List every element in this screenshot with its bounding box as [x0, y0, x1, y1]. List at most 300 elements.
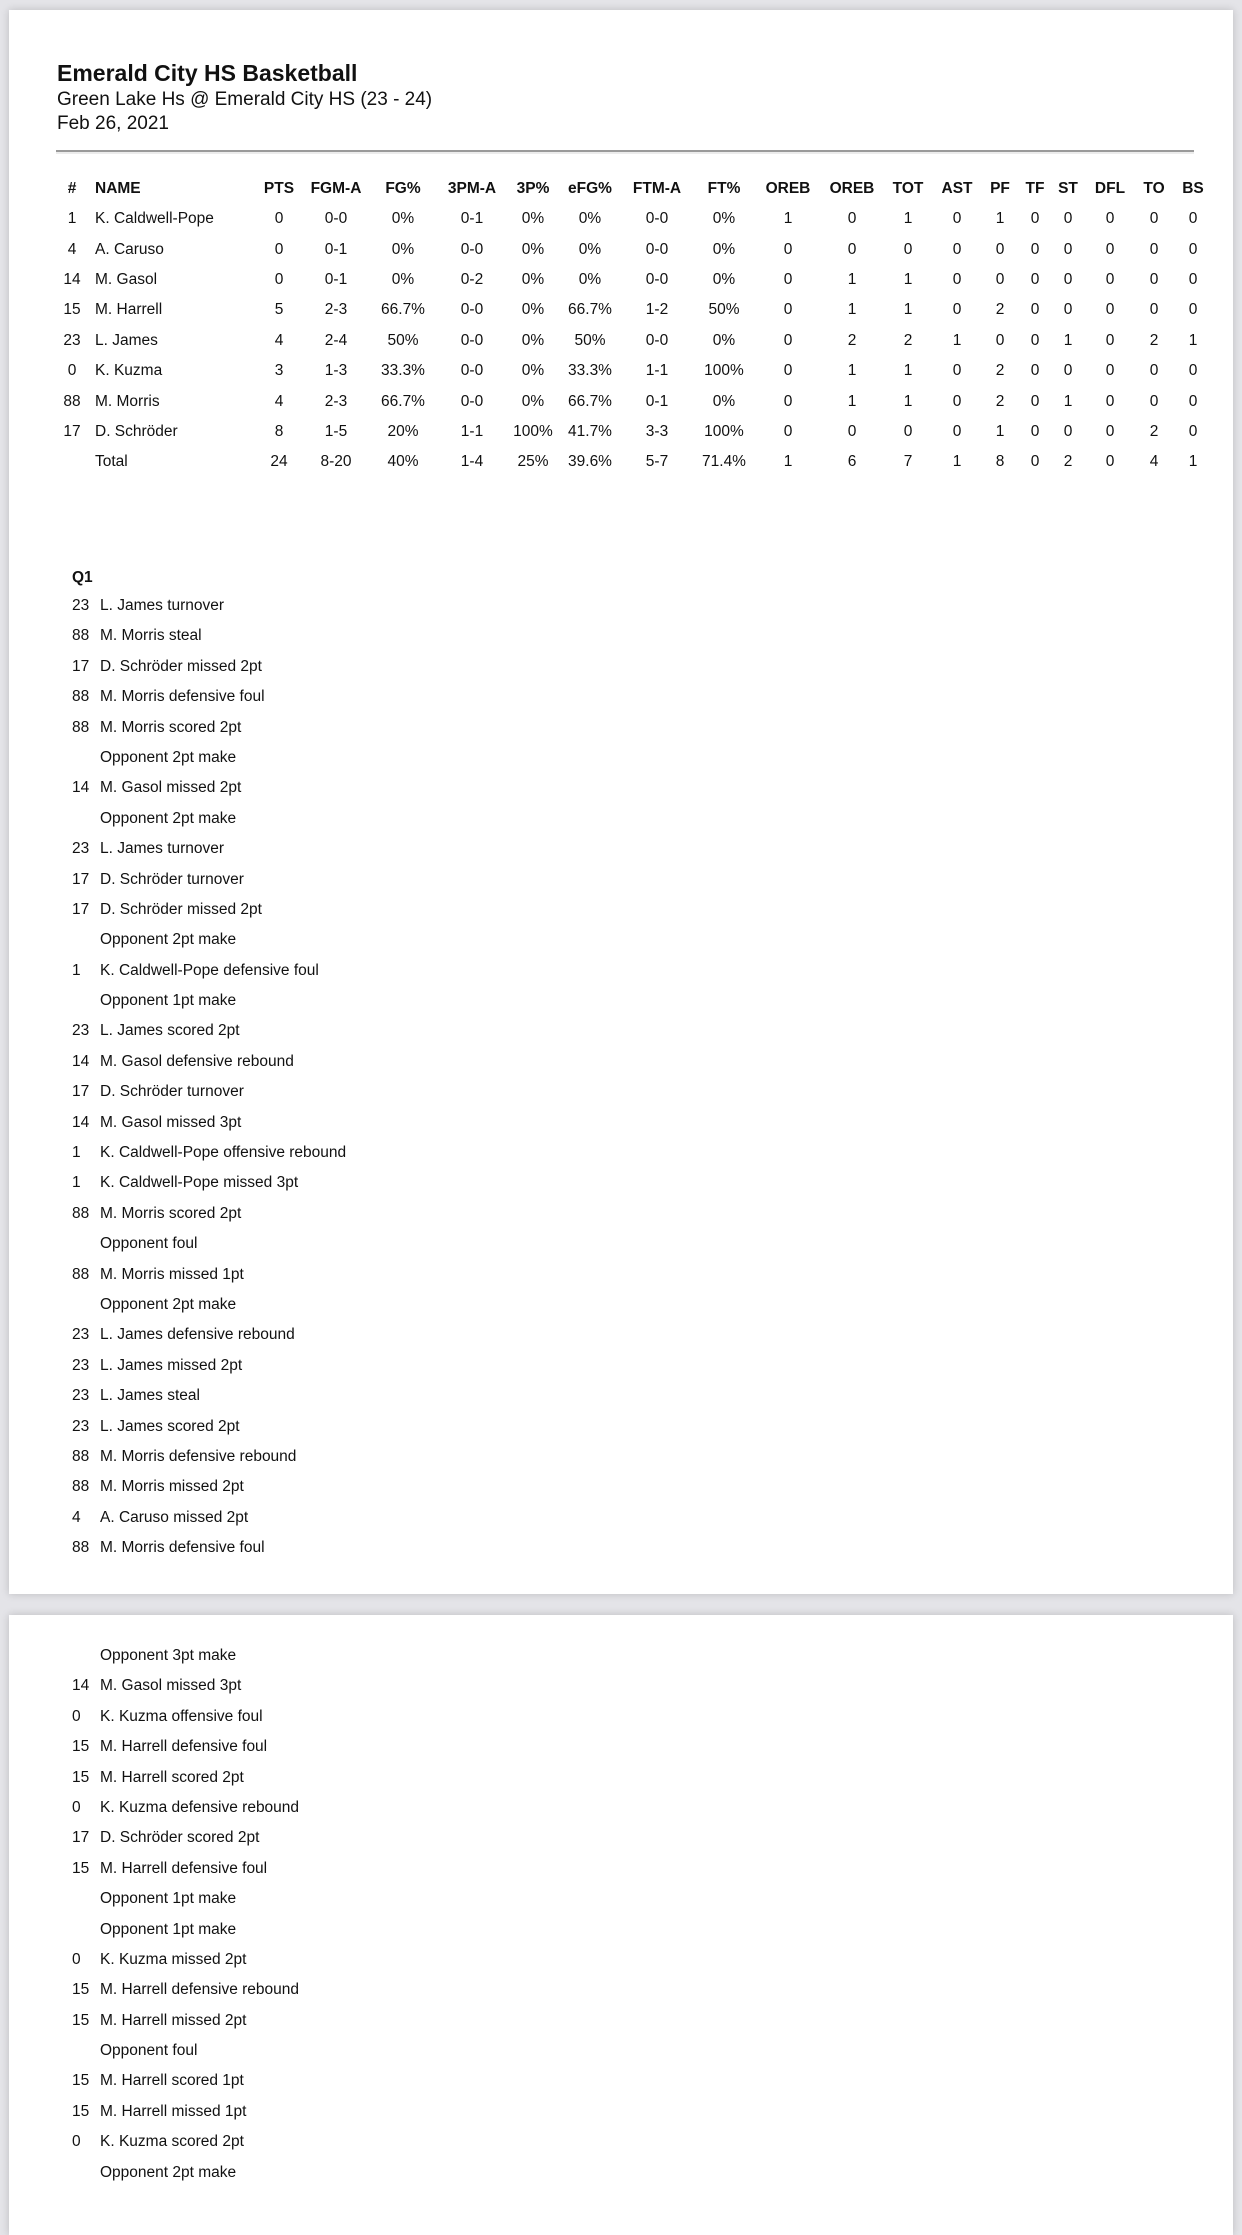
stat-cell: 41.7%	[568, 422, 612, 440]
play-event	[61, 1793, 299, 1823]
stat-cell: 1	[903, 210, 913, 228]
event-description: M. Gasol missed 2pt	[100, 779, 242, 797]
event-jersey-number	[61, 2158, 100, 2188]
play-event	[61, 1351, 346, 1381]
document-page-2	[9, 1615, 1233, 2235]
event-jersey-number: 88	[72, 688, 90, 706]
event-jersey-number: 17	[72, 1829, 90, 1847]
stat-cell: 39.6%	[568, 453, 612, 471]
column-header: FTM-A	[632, 180, 682, 197]
stat-cell: 5	[274, 301, 284, 319]
stat-cell: 8-20	[320, 453, 352, 471]
player-row	[59, 204, 1213, 234]
stat-cell: 0	[1105, 210, 1115, 228]
stat-cell: 0	[1030, 422, 1040, 440]
stat-cell: 0%	[712, 392, 736, 410]
stat-cell: 4	[274, 331, 284, 349]
stat-cell: 0	[1063, 301, 1073, 319]
stat-cell: 0	[952, 240, 962, 258]
stat-cell: 3	[274, 362, 284, 380]
stat-cell: 2	[995, 362, 1005, 380]
stat-cell: 1	[952, 453, 962, 471]
event-jersey-number: 88	[72, 627, 90, 645]
stat-cell: 0%	[391, 210, 415, 228]
stat-cell: 0	[995, 240, 1005, 258]
player-row	[59, 356, 1213, 386]
event-jersey-number: 15	[72, 1738, 90, 1756]
stat-cell: 0-0	[460, 362, 484, 380]
stat-cell: 0-0	[460, 301, 484, 319]
column-header: 3P%	[516, 180, 550, 197]
column-header: OREB	[765, 180, 811, 197]
event-description: M. Morris steal	[100, 627, 202, 645]
event-description: D. Schröder scored 2pt	[100, 1829, 260, 1847]
stat-cell: 7	[903, 453, 913, 471]
event-description: M. Harrell defensive rebound	[100, 1981, 300, 1999]
jersey-number: 1	[67, 210, 77, 228]
stat-cell: 0-1	[324, 270, 348, 288]
event-jersey-number	[61, 925, 100, 955]
stat-cell: 0%	[521, 270, 545, 288]
document-page-1	[9, 10, 1233, 1594]
stat-cell: 1	[1063, 331, 1073, 349]
stat-cell: 0	[783, 240, 793, 258]
event-description: M. Harrell missed 1pt	[100, 2102, 247, 2120]
stat-cell: 0	[1030, 392, 1040, 410]
stat-cell: 0	[1188, 240, 1198, 258]
stat-cell: 0	[1063, 422, 1073, 440]
stat-cell: 20%	[387, 422, 419, 440]
event-jersey-number: 17	[72, 1083, 90, 1101]
play-event	[61, 1442, 346, 1472]
play-event	[61, 1138, 346, 1168]
column-header: TF	[1025, 180, 1045, 197]
play-event	[61, 1229, 346, 1259]
event-description: D. Schröder turnover	[100, 1083, 244, 1101]
play-event	[61, 1290, 346, 1320]
stat-cell: 0	[1149, 270, 1159, 288]
stat-cell: 0	[783, 392, 793, 410]
play-event	[61, 621, 346, 651]
event-jersey-number	[61, 2036, 100, 2066]
event-jersey-number: 88	[72, 1447, 90, 1465]
event-jersey-number: 88	[72, 718, 90, 736]
stat-cell: 1-1	[460, 422, 484, 440]
stat-cell: 0-0	[324, 210, 348, 228]
event-jersey-number: 88	[72, 1478, 90, 1496]
stat-cell: 0	[1030, 331, 1040, 349]
event-description: M. Harrell scored 2pt	[100, 1768, 244, 1786]
stat-cell: 50%	[387, 331, 419, 349]
stat-cell: 100%	[704, 362, 744, 380]
event-jersey-number: 17	[72, 870, 90, 888]
play-event	[61, 1016, 346, 1046]
stat-cell: 0	[1188, 301, 1198, 319]
event-jersey-number: 15	[72, 1768, 90, 1786]
stat-cell: 1	[903, 362, 913, 380]
event-description: M. Harrell missed 2pt	[100, 2011, 247, 2029]
stat-cell: 66.7%	[381, 301, 425, 319]
stat-cell: 0	[1063, 270, 1073, 288]
player-row	[59, 265, 1213, 295]
stat-cell: 40%	[387, 453, 419, 471]
player-name: M. Gasol	[95, 270, 158, 288]
stat-cell: 0	[783, 331, 793, 349]
stat-cell: 0	[1149, 392, 1159, 410]
play-event	[61, 1823, 299, 1853]
stat-cell: 50%	[708, 301, 740, 319]
player-row	[59, 386, 1213, 416]
play-event	[61, 1915, 299, 1945]
event-jersey-number	[61, 1290, 100, 1320]
game-matchup: Green Lake Hs @ Emerald City HS (23 - 24)	[57, 89, 433, 110]
play-event	[61, 1320, 346, 1350]
play-event	[61, 2036, 299, 2066]
event-jersey-number: 23	[72, 1326, 90, 1344]
stat-cell: 0%	[521, 362, 545, 380]
stat-cell: 1	[903, 270, 913, 288]
column-header: #	[67, 180, 77, 197]
player-name: K. Caldwell-Pope	[95, 210, 214, 228]
play-event	[61, 1077, 346, 1107]
stat-cell: 0	[952, 392, 962, 410]
stat-cell: 0-0	[645, 210, 669, 228]
stat-cell: 0	[274, 210, 284, 228]
stat-cell: 8	[995, 453, 1005, 471]
stat-cell: 5-7	[645, 453, 669, 471]
stat-cell: 0%	[521, 240, 545, 258]
stat-cell: 0	[1030, 270, 1040, 288]
event-jersey-number: 14	[72, 1113, 90, 1131]
play-event	[61, 834, 346, 864]
event-description: Opponent 1pt make	[100, 1890, 237, 1908]
stat-cell: 1	[1063, 392, 1073, 410]
stat-cell: 0	[995, 270, 1005, 288]
stat-cell: 2	[995, 301, 1005, 319]
stat-cell: 0-1	[460, 210, 484, 228]
stat-cell: 0-0	[460, 240, 484, 258]
stat-cell: 1	[847, 301, 857, 319]
jersey-number: 14	[63, 270, 81, 288]
stat-cell: 1	[783, 210, 793, 228]
play-event	[61, 956, 346, 986]
play-event	[61, 1945, 299, 1975]
stat-cell: 1-4	[460, 453, 484, 471]
stat-cell: 1	[847, 362, 857, 380]
event-jersey-number: 23	[72, 1022, 90, 1040]
event-jersey-number: 17	[72, 900, 90, 918]
stat-cell: 0	[274, 270, 284, 288]
column-header: FT%	[707, 180, 741, 197]
jersey-number: 15	[63, 301, 81, 319]
event-description: M. Gasol missed 3pt	[100, 1113, 242, 1131]
play-event	[61, 804, 346, 834]
event-jersey-number: 23	[72, 1387, 90, 1405]
stat-cell: 1	[952, 331, 962, 349]
play-event	[61, 1412, 346, 1442]
event-jersey-number: 15	[72, 1981, 90, 1999]
stat-cell: 1	[995, 422, 1005, 440]
stat-cell: 1-3	[324, 362, 348, 380]
header-divider	[56, 150, 1194, 154]
play-event	[61, 1671, 299, 1701]
stat-cell: 0	[1149, 362, 1159, 380]
stat-cell: 6	[847, 453, 857, 471]
stat-cell: 1	[1188, 331, 1198, 349]
stat-cell: 1	[783, 453, 793, 471]
stat-cell: 0	[903, 422, 913, 440]
totals-row	[59, 447, 1213, 477]
event-jersey-number: 0	[72, 2133, 81, 2151]
stat-cell: 0	[952, 210, 962, 228]
stat-cell: 2	[1063, 453, 1073, 471]
play-event	[61, 895, 346, 925]
stat-cell: 0	[1063, 210, 1073, 228]
column-header: AST	[941, 180, 973, 197]
player-name: A. Caruso	[95, 240, 164, 258]
column-header: FG%	[385, 180, 421, 197]
stat-cell: 0-1	[324, 240, 348, 258]
event-description: K. Caldwell-Pope defensive foul	[100, 961, 319, 979]
play-event	[61, 1854, 299, 1884]
stat-cell: 0	[1063, 240, 1073, 258]
column-header: DFL	[1094, 180, 1126, 197]
player-name: Total	[95, 453, 128, 471]
event-description: D. Schröder turnover	[100, 870, 244, 888]
stat-cell: 0-0	[460, 331, 484, 349]
stat-cell: 0	[847, 210, 857, 228]
play-event	[61, 1732, 299, 1762]
event-jersey-number: 1	[72, 1174, 81, 1192]
event-description: Opponent 2pt make	[100, 931, 237, 949]
stat-cell: 0	[1105, 422, 1115, 440]
play-event	[61, 1047, 346, 1077]
stat-cell: 2	[1149, 422, 1159, 440]
stat-cell: 0%	[521, 210, 545, 228]
stat-cell: 0	[1105, 240, 1115, 258]
player-name: M. Harrell	[95, 301, 163, 319]
event-description: L. James scored 2pt	[100, 1417, 240, 1435]
event-description: M. Harrell defensive foul	[100, 1738, 268, 1756]
stat-cell: 33.3%	[381, 362, 425, 380]
event-jersey-number: 23	[72, 840, 90, 858]
stat-cell: 24	[270, 453, 288, 471]
event-description: Opponent 2pt make	[100, 1295, 237, 1313]
event-jersey-number: 14	[72, 1677, 90, 1695]
event-description: K. Caldwell-Pope missed 3pt	[100, 1174, 299, 1192]
stat-cell: 1	[995, 210, 1005, 228]
event-jersey-number	[61, 804, 100, 834]
stat-cell: 0	[1030, 210, 1040, 228]
player-row	[59, 295, 1213, 325]
stat-cell: 0	[1030, 453, 1040, 471]
stat-cell: 1	[1188, 453, 1198, 471]
event-description: K. Kuzma missed 2pt	[100, 1950, 247, 1968]
box-score-header-row	[59, 174, 1213, 204]
event-jersey-number: 23	[72, 1356, 90, 1374]
stat-cell: 0	[783, 270, 793, 288]
event-jersey-number	[61, 1229, 100, 1259]
event-jersey-number	[61, 986, 100, 1016]
stat-cell: 1	[847, 270, 857, 288]
play-by-play-list-continued	[61, 1641, 299, 2188]
event-jersey-number: 4	[72, 1508, 81, 1526]
play-event	[61, 2158, 299, 2188]
jersey-number	[59, 447, 85, 477]
column-header: NAME	[95, 180, 141, 197]
stat-cell: 0	[783, 362, 793, 380]
play-event	[61, 1884, 299, 1914]
stat-cell: 0%	[712, 210, 736, 228]
event-description: D. Schröder missed 2pt	[100, 657, 262, 675]
event-jersey-number: 23	[72, 597, 90, 614]
play-event	[61, 682, 346, 712]
stat-cell: 1	[847, 392, 857, 410]
play-event	[61, 773, 346, 803]
stat-cell: 0	[1105, 301, 1115, 319]
stat-cell: 0	[783, 422, 793, 440]
player-name: K. Kuzma	[95, 362, 163, 380]
stat-cell: 0	[1149, 210, 1159, 228]
play-event	[61, 1503, 346, 1533]
event-jersey-number	[61, 1884, 100, 1914]
stat-cell: 0	[952, 301, 962, 319]
stat-cell: 0	[1149, 240, 1159, 258]
column-header: eFG%	[568, 180, 612, 197]
stat-cell: 0	[1188, 362, 1198, 380]
play-event	[61, 1168, 346, 1198]
play-event	[61, 1641, 299, 1671]
event-description: L. James turnover	[100, 597, 225, 614]
stat-cell: 0	[1188, 422, 1198, 440]
stat-cell: 0	[847, 240, 857, 258]
stat-cell: 0%	[712, 240, 736, 258]
stat-cell: 0-0	[645, 240, 669, 258]
event-description: A. Caruso missed 2pt	[100, 1508, 249, 1526]
event-jersey-number: 88	[72, 1265, 90, 1283]
event-description: Opponent foul	[100, 2042, 198, 2060]
play-event	[61, 652, 346, 682]
stat-cell: 3-3	[645, 422, 669, 440]
stat-cell: 2	[995, 392, 1005, 410]
event-jersey-number	[61, 743, 100, 773]
stat-cell: 0-0	[645, 331, 669, 349]
stat-cell: 0	[1188, 392, 1198, 410]
player-name: L. James	[95, 331, 158, 349]
stat-cell: 0-0	[645, 270, 669, 288]
event-description: M. Morris missed 2pt	[100, 1478, 244, 1496]
report-title: Emerald City HS Basketball	[57, 60, 358, 86]
event-description: L. James turnover	[100, 840, 225, 858]
play-event	[61, 1702, 299, 1732]
stat-cell: 1	[903, 392, 913, 410]
event-description: Opponent 2pt make	[100, 748, 237, 766]
stat-cell: 0%	[712, 270, 736, 288]
stat-cell: 1-1	[645, 362, 669, 380]
event-description: K. Caldwell-Pope offensive rebound	[100, 1144, 347, 1162]
column-header: TOT	[892, 180, 924, 197]
stat-cell: 0-0	[460, 392, 484, 410]
play-event	[61, 743, 346, 773]
event-description: Opponent 1pt make	[100, 992, 237, 1010]
player-row	[59, 326, 1213, 356]
stat-cell: 100%	[513, 422, 553, 440]
event-description: K. Kuzma defensive rebound	[100, 1798, 300, 1816]
event-description: L. James defensive rebound	[100, 1326, 295, 1344]
play-by-play-list	[61, 564, 346, 1564]
event-jersey-number: 0	[72, 1798, 81, 1816]
stat-cell: 0	[952, 422, 962, 440]
play-event	[61, 2097, 299, 2127]
event-description: M. Morris missed 1pt	[100, 1265, 244, 1283]
play-event	[61, 1533, 346, 1563]
jersey-number: 4	[67, 240, 77, 258]
stat-cell: 66.7%	[568, 392, 612, 410]
event-jersey-number: 23	[72, 1417, 90, 1435]
stat-cell: 0	[1030, 240, 1040, 258]
play-event	[61, 591, 346, 621]
event-description: L. James steal	[100, 1387, 200, 1405]
column-header: PF	[990, 180, 1010, 197]
event-description: Opponent 1pt make	[100, 1920, 237, 1938]
play-event	[61, 2006, 299, 2036]
stat-cell: 0%	[578, 240, 602, 258]
play-event	[61, 1199, 346, 1229]
event-jersey-number: 0	[72, 1950, 81, 1968]
player-name: M. Morris	[95, 392, 160, 410]
play-event	[61, 865, 346, 895]
jersey-number: 17	[63, 422, 81, 440]
stat-cell: 0%	[521, 392, 545, 410]
event-jersey-number: 1	[72, 1144, 81, 1162]
event-jersey-number: 15	[72, 2072, 90, 2090]
quarter-label: Q1	[72, 569, 93, 586]
event-description: M. Morris defensive rebound	[100, 1447, 297, 1465]
play-event	[61, 2066, 299, 2096]
play-event	[61, 925, 346, 955]
column-header: PTS	[263, 180, 295, 197]
stat-cell: 0	[1105, 392, 1115, 410]
stat-cell: 0	[952, 270, 962, 288]
event-jersey-number: 0	[72, 1707, 81, 1725]
event-description: M. Morris scored 2pt	[100, 1204, 242, 1222]
stat-cell: 66.7%	[568, 301, 612, 319]
stat-cell: 0	[995, 331, 1005, 349]
stat-cell: 0	[1030, 362, 1040, 380]
stat-cell: 33.3%	[568, 362, 612, 380]
stat-cell: 0%	[391, 270, 415, 288]
column-header: FGM-A	[310, 180, 362, 197]
event-description: K. Kuzma scored 2pt	[100, 2133, 244, 2151]
event-description: M. Morris defensive foul	[100, 1539, 265, 1557]
event-jersey-number: 14	[72, 779, 90, 797]
stat-cell: 0%	[578, 270, 602, 288]
event-jersey-number: 88	[72, 1539, 90, 1557]
event-jersey-number: 14	[72, 1052, 90, 1070]
event-description: K. Kuzma offensive foul	[100, 1707, 263, 1725]
stat-cell: 2-3	[324, 301, 348, 319]
event-jersey-number: 15	[72, 2011, 90, 2029]
stat-cell: 0%	[712, 331, 736, 349]
stat-cell: 0	[1030, 301, 1040, 319]
play-event	[61, 1975, 299, 2005]
event-description: M. Gasol missed 3pt	[100, 1677, 242, 1695]
event-jersey-number: 15	[72, 1859, 90, 1877]
event-description: M. Harrell defensive foul	[100, 1859, 268, 1877]
event-description: D. Schröder missed 2pt	[100, 900, 262, 918]
box-score-table	[59, 174, 1213, 478]
stat-cell: 0	[274, 240, 284, 258]
